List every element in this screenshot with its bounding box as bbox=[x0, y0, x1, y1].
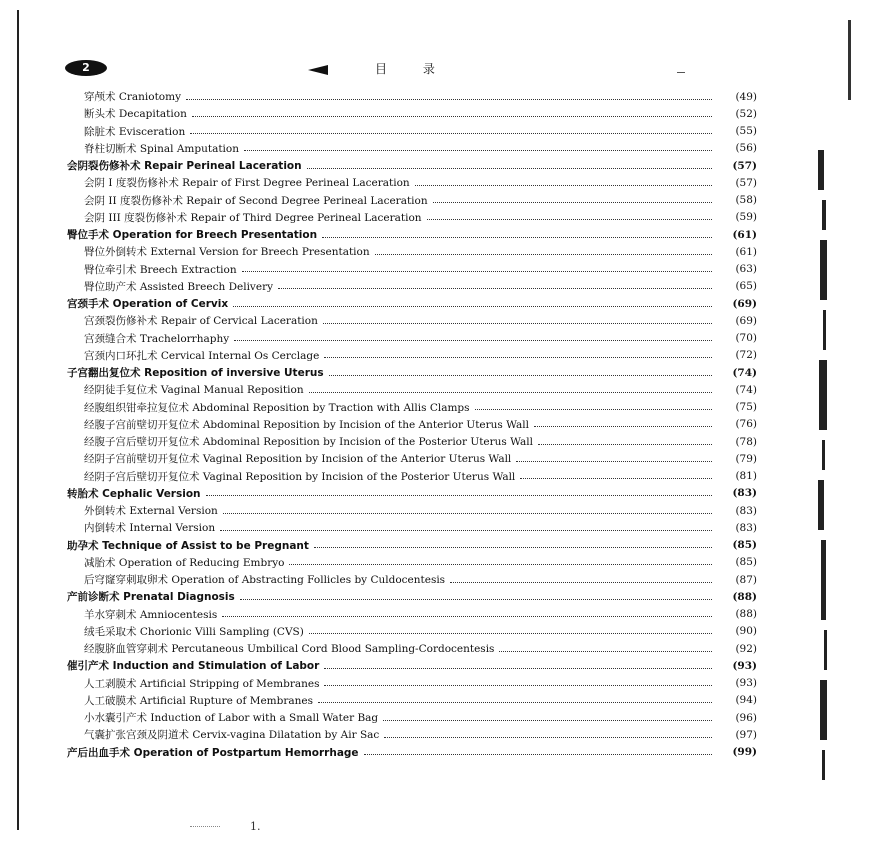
toc-page-number: (56) bbox=[735, 142, 757, 155]
dot-leader bbox=[309, 391, 712, 393]
bleed-mark bbox=[822, 440, 825, 470]
toc-entry-title: 经阴徒手复位术 Vaginal Manual Reposition bbox=[84, 384, 304, 397]
toc-entry-title: 人工剥膜术 Artificial Stripping of Membranes bbox=[84, 677, 320, 690]
toc-page-number: (85) bbox=[732, 539, 757, 552]
dot-leader bbox=[223, 512, 712, 514]
toc-entry[interactable] bbox=[67, 209, 757, 226]
table-of-contents bbox=[67, 88, 757, 761]
dot-leader bbox=[186, 98, 712, 100]
toc-entry-title: 臀位手术 Operation for Breech Presentation bbox=[67, 229, 318, 242]
toc-page-number: (83) bbox=[735, 504, 757, 517]
toc-entry[interactable] bbox=[67, 381, 757, 398]
toc-page-number: (76) bbox=[735, 418, 757, 431]
toc-entry-title: 除脏术 Evisceration bbox=[84, 125, 186, 138]
toc-section-entry[interactable] bbox=[67, 537, 757, 554]
dot-leader bbox=[322, 236, 712, 238]
toc-entry[interactable] bbox=[67, 692, 757, 709]
toc-page-number: (55) bbox=[735, 125, 757, 138]
dot-leader bbox=[324, 684, 712, 686]
bleed-mark bbox=[818, 480, 824, 530]
toc-section-entry[interactable] bbox=[67, 588, 757, 605]
arrow-left-icon bbox=[308, 65, 328, 75]
toc-entry-title: 绒毛采取术 Chorionic Villi Sampling (CVS) bbox=[84, 625, 304, 638]
toc-entry[interactable] bbox=[67, 330, 757, 347]
toc-entry-title: 脊柱切断术 Spinal Amputation bbox=[84, 142, 239, 155]
toc-entry-title: 经腹子宫后壁切开复位术 Abdominal Reposition by Incision of the Posterior Uterus Wall bbox=[84, 436, 533, 449]
dot-leader bbox=[364, 753, 712, 755]
dot-leader bbox=[222, 615, 712, 617]
dot-leader bbox=[234, 339, 712, 341]
toc-entry[interactable] bbox=[67, 554, 757, 571]
dot-leader bbox=[309, 632, 712, 634]
bleed-mark bbox=[822, 750, 825, 780]
toc-page-number: (96) bbox=[735, 711, 757, 724]
toc-entry-title: 会阴裂伤修补术 Repair Perineal Laceration bbox=[67, 160, 302, 173]
toc-entry-title: 羊水穿刺术 Amniocentesis bbox=[84, 608, 218, 621]
dot-leader bbox=[307, 167, 712, 169]
toc-entry-title: 臀位外倒转术 External Version for Breech Presentation bbox=[84, 246, 370, 259]
toc-entry-title: 经腹子宫前壁切开复位术 Abdominal Reposition by Incision of the Anterior Uterus Wall bbox=[84, 418, 529, 431]
dot-leader bbox=[475, 408, 712, 410]
page-header bbox=[65, 58, 765, 80]
toc-entry-title: 会阴 II 度裂伤修补术 Repair of Second Degree Perineal Laceration bbox=[84, 194, 428, 207]
dot-leader bbox=[323, 322, 712, 324]
toc-entry[interactable] bbox=[67, 261, 757, 278]
toc-section-entry[interactable] bbox=[67, 744, 757, 761]
toc-entry-title: 经阴子宫后壁切开复位术 Vaginal Reposition by Incision of the Posterior Uterus Wall bbox=[84, 470, 516, 483]
toc-entry[interactable] bbox=[67, 105, 757, 122]
dot-leader bbox=[499, 650, 712, 652]
dot-leader bbox=[233, 305, 712, 307]
toc-page-number: (70) bbox=[735, 332, 757, 345]
toc-page-number: (74) bbox=[732, 366, 757, 379]
toc-page-number: (61) bbox=[735, 245, 757, 258]
dot-leader bbox=[314, 546, 712, 548]
toc-page-number: (92) bbox=[735, 642, 757, 655]
dot-leader bbox=[190, 132, 712, 134]
toc-entry-title: 减胎术 Operation of Reducing Embryo bbox=[84, 556, 285, 569]
toc-entry[interactable] bbox=[67, 606, 757, 623]
toc-entry[interactable] bbox=[67, 640, 757, 657]
toc-page-number: (72) bbox=[735, 349, 757, 362]
toc-entry-title: 宫颈手术 Operation of Cervix bbox=[67, 298, 229, 311]
toc-page-number: (83) bbox=[732, 487, 757, 500]
bleed-mark bbox=[820, 680, 827, 740]
toc-entry[interactable] bbox=[67, 243, 757, 260]
dot-leader bbox=[242, 270, 712, 272]
dot-leader bbox=[384, 736, 712, 738]
bleed-mark bbox=[820, 240, 827, 300]
dot-leader bbox=[192, 115, 712, 117]
toc-page-number: (79) bbox=[735, 452, 757, 465]
toc-page-number: (78) bbox=[735, 435, 757, 448]
toc-entry-title: 小水囊引产术 Induction of Labor with a Small Water Bag bbox=[84, 712, 379, 725]
toc-entry-title: 产前诊断术 Prenatal Diagnosis bbox=[67, 591, 235, 604]
toc-page-number: (90) bbox=[735, 625, 757, 638]
toc-entry-title: 助孕术 Technique of Assist to be Pregnant bbox=[67, 539, 309, 552]
toc-page-number: (69) bbox=[735, 314, 757, 327]
toc-entry[interactable] bbox=[67, 399, 757, 416]
toc-entry-title: 经阴子宫前壁切开复位术 Vaginal Reposition by Incision of the Anterior Uterus Wall bbox=[84, 453, 512, 466]
binding-edge-line bbox=[17, 10, 19, 830]
scan-bleed-artifact bbox=[818, 130, 846, 790]
toc-page-number: (94) bbox=[735, 694, 757, 707]
toc-entry[interactable] bbox=[67, 450, 757, 467]
toc-entry-title: 宫颈内口环扎术 Cervical Internal Os Cerclage bbox=[84, 349, 320, 362]
toc-page-number: (81) bbox=[735, 470, 757, 483]
footer-mark: 1. bbox=[250, 820, 261, 833]
dot-leader bbox=[375, 253, 712, 255]
toc-entry[interactable] bbox=[67, 709, 757, 726]
toc-page-number: (58) bbox=[735, 194, 757, 207]
dot-leader bbox=[206, 494, 712, 496]
bleed-mark bbox=[823, 310, 826, 350]
toc-section-entry[interactable] bbox=[67, 226, 757, 243]
toc-entry[interactable] bbox=[67, 675, 757, 692]
dot-leader bbox=[244, 149, 712, 151]
toc-entry-title: 穿颅术 Craniotomy bbox=[84, 91, 182, 104]
toc-entry[interactable] bbox=[67, 278, 757, 295]
toc-page-number: (97) bbox=[735, 728, 757, 741]
dot-leader bbox=[289, 563, 712, 565]
toc-entry-title: 经腹组织钳牵拉复位术 Abdominal Reposition by Traction with Allis Clamps bbox=[84, 401, 470, 414]
toc-entry-title: 会阴 III 度裂伤修补术 Repair of Third Degree Perineal Laceration bbox=[84, 211, 422, 224]
toc-page-number: (63) bbox=[735, 263, 757, 276]
toc-page-number: (49) bbox=[735, 90, 757, 103]
toc-page-number: (83) bbox=[735, 521, 757, 534]
dot-leader bbox=[415, 184, 712, 186]
bleed-mark bbox=[819, 360, 827, 430]
toc-page-number: (88) bbox=[735, 608, 757, 621]
header-tick-mark bbox=[677, 72, 685, 73]
toc-entry-title: 外倒转术 External Version bbox=[84, 505, 218, 518]
toc-entry-title: 产后出血手术 Operation of Postpartum Hemorrhage bbox=[67, 746, 359, 759]
toc-entry[interactable] bbox=[67, 192, 757, 209]
toc-entry-title: 后穹窿穿刺取卵术 Operation of Abstracting Follicles by Culdocentesis bbox=[84, 574, 446, 587]
dot-leader bbox=[383, 719, 712, 721]
bleed-mark bbox=[818, 150, 824, 190]
toc-entry-title: 催引产术 Induction and Stimulation of Labor bbox=[67, 660, 320, 673]
toc-entry-title: 臀位牵引术 Breech Extraction bbox=[84, 263, 237, 276]
dot-leader bbox=[427, 218, 712, 220]
toc-entry-title: 宫颈缝合术 Trachelorrhaphy bbox=[84, 332, 230, 345]
toc-section-entry[interactable] bbox=[67, 295, 757, 312]
toc-entry-title: 宫颈裂伤修补术 Repair of Cervical Laceration bbox=[84, 315, 318, 328]
bleed-mark bbox=[821, 540, 826, 620]
toc-page-number: (57) bbox=[735, 176, 757, 189]
dot-leader bbox=[324, 356, 712, 358]
toc-page-number: (61) bbox=[732, 228, 757, 241]
bleed-mark bbox=[824, 630, 827, 670]
toc-page-number: (93) bbox=[735, 677, 757, 690]
toc-page-number: (52) bbox=[735, 107, 757, 120]
toc-entry[interactable] bbox=[67, 123, 757, 140]
toc-page-number: (59) bbox=[735, 211, 757, 224]
toc-entry[interactable] bbox=[67, 433, 757, 450]
toc-page-number: (65) bbox=[735, 280, 757, 293]
toc-entry[interactable] bbox=[67, 571, 757, 588]
dot-leader bbox=[220, 529, 712, 531]
toc-entry[interactable] bbox=[67, 312, 757, 329]
toc-entry-title: 子宫翻出复位术 Reposition of inversive Uterus bbox=[67, 367, 324, 380]
toc-page-number: (93) bbox=[732, 659, 757, 672]
toc-entry[interactable] bbox=[67, 726, 757, 743]
page-title: 目 录 bbox=[375, 62, 451, 76]
dot-leader bbox=[520, 477, 712, 479]
toc-entry[interactable] bbox=[67, 140, 757, 157]
toc-entry[interactable] bbox=[67, 347, 757, 364]
toc-page-number: (75) bbox=[735, 401, 757, 414]
toc-entry[interactable] bbox=[67, 468, 757, 485]
dot-leader bbox=[433, 201, 712, 203]
toc-section-entry[interactable] bbox=[67, 157, 757, 174]
toc-entry-title: 断头术 Decapitation bbox=[84, 108, 187, 121]
dot-leader bbox=[534, 425, 712, 427]
dot-leader bbox=[240, 598, 712, 600]
toc-entry-title: 经腹脐血管穿刺术 Percutaneous Umbilical Cord Blood Sampling-Cordocentesis bbox=[84, 643, 495, 656]
toc-entry[interactable] bbox=[67, 502, 757, 519]
toc-entry[interactable] bbox=[67, 623, 757, 640]
dot-leader bbox=[278, 287, 712, 289]
toc-entry-title: 内倒转术 Internal Version bbox=[84, 522, 216, 535]
dot-leader bbox=[450, 581, 712, 583]
toc-page-number: (74) bbox=[735, 383, 757, 396]
dot-leader bbox=[538, 443, 712, 445]
toc-entry-title: 人工破膜术 Artificial Rupture of Membranes bbox=[84, 694, 313, 707]
scan-edge-mark bbox=[848, 20, 851, 100]
footer-dots bbox=[190, 825, 220, 827]
toc-page-number: (99) bbox=[732, 746, 757, 759]
toc-entry-title: 转胎术 Cephalic Version bbox=[67, 487, 201, 500]
toc-entry[interactable] bbox=[67, 174, 757, 191]
bleed-mark bbox=[822, 200, 826, 230]
toc-page-number: (87) bbox=[735, 573, 757, 586]
page-number-badge: 2 bbox=[65, 60, 107, 76]
toc-entry-title: 气囊扩张宫颈及阴道术 Cervix-vagina Dilatation by Air Sac bbox=[84, 729, 380, 742]
toc-entry[interactable] bbox=[67, 519, 757, 536]
dot-leader bbox=[318, 701, 712, 703]
toc-page-number: (57) bbox=[732, 159, 757, 172]
toc-page-number: (88) bbox=[732, 590, 757, 603]
toc-section-entry[interactable] bbox=[67, 485, 757, 502]
dot-leader bbox=[516, 460, 712, 462]
toc-entry-title: 臀位助产术 Assisted Breech Delivery bbox=[84, 280, 274, 293]
toc-entry[interactable] bbox=[67, 416, 757, 433]
toc-section-entry[interactable] bbox=[67, 657, 757, 674]
toc-entry-title: 会阴 I 度裂伤修补术 Repair of First Degree Perineal Laceration bbox=[84, 177, 410, 190]
toc-page-number: (69) bbox=[732, 297, 757, 310]
toc-section-entry[interactable] bbox=[67, 364, 757, 381]
toc-page-number: (85) bbox=[735, 556, 757, 569]
dot-leader bbox=[329, 374, 712, 376]
dot-leader bbox=[324, 667, 712, 669]
toc-entry[interactable] bbox=[67, 88, 757, 105]
